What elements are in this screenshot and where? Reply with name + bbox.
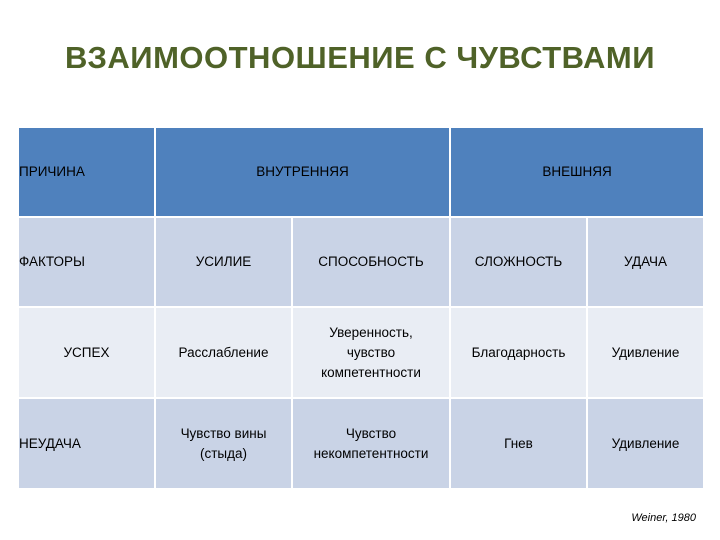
factor-ability: СПОСОБНОСТЬ (292, 217, 450, 307)
factor-luck: УДАЧА (587, 217, 704, 307)
factors-label: ФАКТОРЫ (18, 217, 155, 307)
slide-title: ВЗАИМООТНОШЕНИЕ С ЧУВСТВАМИ (65, 40, 655, 75)
failure-luck: Удивление (587, 398, 704, 489)
failure-label: НЕУДАЧА (18, 398, 155, 489)
factors-row (18, 217, 704, 307)
success-luck: Удивление (587, 307, 704, 398)
failure-ability: Чувство некомпетентности (292, 398, 450, 489)
success-difficulty: Благодарность (450, 307, 587, 398)
success-ability: Уверенность, чувство компетентности (292, 307, 450, 398)
header-row (18, 127, 704, 217)
header-internal: ВНУТРЕННЯЯ (155, 127, 450, 217)
factor-difficulty: СЛОЖНОСТЬ (450, 217, 587, 307)
failure-difficulty: Гнев (450, 398, 587, 489)
success-row (18, 307, 704, 398)
success-label: УСПЕХ (18, 307, 155, 398)
success-effort: Расслабление (155, 307, 292, 398)
attribution-table (17, 126, 705, 490)
source-credit: Weiner, 1980 (631, 512, 696, 524)
failure-effort: Чувство вины (стыда) (155, 398, 292, 489)
factor-effort: УСИЛИЕ (155, 217, 292, 307)
failure-row (18, 398, 704, 489)
header-external: ВНЕШНЯЯ (450, 127, 704, 217)
header-cause: ПРИЧИНА (18, 127, 155, 217)
